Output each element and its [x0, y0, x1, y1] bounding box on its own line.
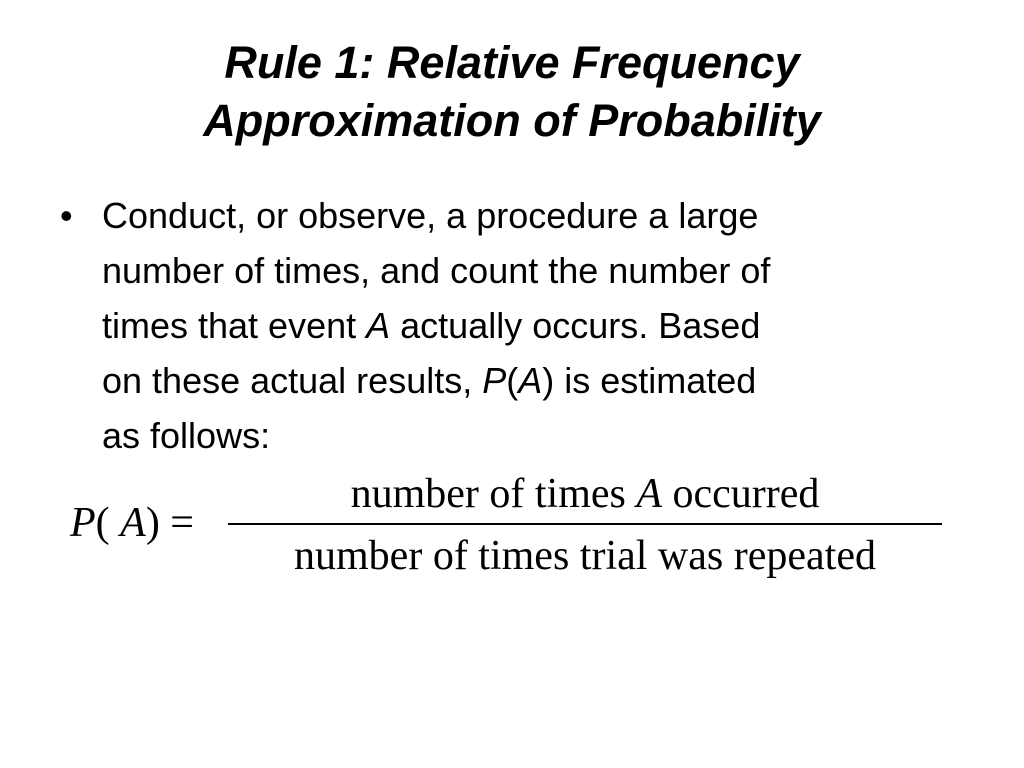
text-fragment: ) =: [145, 500, 194, 546]
variable-a: A: [366, 305, 391, 346]
bullet-line: [102, 353, 960, 408]
slide-title-line: Rule 1: Relative Frequency: [224, 37, 800, 88]
slide-title-line: Approximation of Probability: [203, 95, 821, 146]
text-fragment: occurred: [662, 471, 820, 517]
variable-a: A: [518, 360, 543, 401]
variable-a: A: [636, 471, 663, 517]
formula-denominator: number of times trial was repeated: [294, 533, 876, 579]
formula-fraction: [228, 466, 942, 586]
variable-p: P: [70, 500, 96, 546]
bullet-line: Conduct, or observe, a procedure a large: [102, 195, 759, 236]
text-fragment: on these actual results,: [102, 360, 483, 401]
bullet-list: [60, 188, 960, 463]
fraction-bar: [228, 523, 942, 525]
text-fragment: ) is estimated: [542, 360, 757, 401]
bullet-line: [102, 298, 960, 353]
text-fragment: (: [506, 360, 519, 401]
text-fragment: number of times: [350, 471, 637, 517]
bullet-line: as follows:: [102, 415, 271, 456]
bullet-text: [102, 188, 960, 463]
bullet-item: [60, 188, 960, 463]
variable-p: P: [482, 360, 507, 401]
variable-a: A: [120, 500, 146, 546]
bullet-marker: •: [60, 195, 73, 236]
text-fragment: actually occurs. Based: [390, 305, 761, 346]
text-fragment: times that event: [102, 305, 367, 346]
formula-lhs: [70, 499, 194, 547]
slide-title: [40, 34, 984, 150]
bullet-line: number of times, and count the number of: [102, 250, 771, 291]
probability-formula: [70, 466, 950, 586]
text-fragment: (: [95, 500, 121, 546]
formula-numerator: [228, 470, 942, 518]
